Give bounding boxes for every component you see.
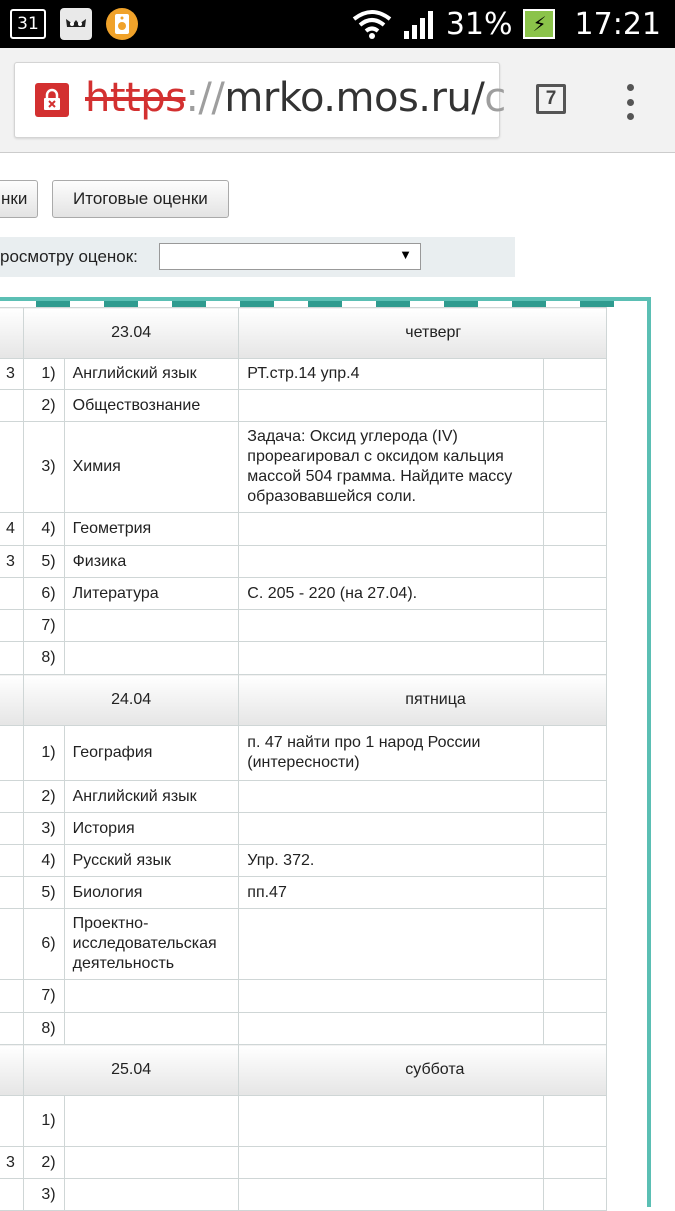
- lesson-homework: [239, 642, 544, 675]
- lesson-row: [0, 359, 607, 390]
- day-header-row: [0, 675, 607, 726]
- lesson-homework: п. 47 найти про 1 народ России (интересности): [239, 726, 544, 781]
- lesson-number: 8): [23, 1013, 64, 1045]
- lesson-mark: [0, 422, 23, 513]
- url-scheme: https: [85, 75, 186, 121]
- lesson-mark: [0, 726, 23, 781]
- lesson-subject: [64, 642, 239, 675]
- calendar-icon: 31: [10, 9, 46, 39]
- lesson-extra-cell: [544, 1179, 607, 1211]
- lesson-row: [0, 610, 607, 642]
- lesson-mark: [0, 877, 23, 909]
- lesson-row: [0, 1179, 607, 1211]
- lesson-homework: пп.47: [239, 877, 544, 909]
- lesson-subject: [64, 610, 239, 642]
- lesson-number: 1): [23, 1096, 64, 1147]
- lesson-subject: [64, 1147, 239, 1179]
- lesson-subject: Проектно-исследовательская деятельность: [64, 909, 239, 980]
- lesson-mark: [0, 845, 23, 877]
- lesson-number: 2): [23, 390, 64, 422]
- lesson-homework: [239, 813, 544, 845]
- lesson-mark: 4: [0, 513, 23, 546]
- lesson-subject: Химия: [64, 422, 239, 513]
- lesson-extra-cell: [544, 980, 607, 1013]
- lesson-number: 1): [23, 726, 64, 781]
- filter-label: росмотру оценок:: [0, 247, 138, 266]
- lesson-homework: [239, 909, 544, 980]
- overflow-menu-icon[interactable]: [620, 84, 640, 120]
- battery-charging-icon: ⚡: [523, 9, 555, 39]
- url-tail: c: [484, 75, 506, 121]
- lesson-subject: [64, 980, 239, 1013]
- address-bar[interactable]: [14, 62, 506, 138]
- lesson-number: 4): [23, 845, 64, 877]
- lesson-subject: Биология: [64, 877, 239, 909]
- day-date: 25.04: [23, 1045, 238, 1096]
- lesson-extra-cell: [544, 877, 607, 909]
- lesson-mark: [0, 1179, 23, 1211]
- lesson-mark: [0, 642, 23, 675]
- lesson-extra-cell: [544, 578, 607, 610]
- day-weekday: пятница: [239, 675, 607, 726]
- lesson-row: [0, 980, 607, 1013]
- day-header-row: [0, 308, 607, 359]
- lesson-number: 3): [23, 422, 64, 513]
- lesson-mark: 3: [0, 1147, 23, 1179]
- lesson-subject: [64, 1096, 239, 1147]
- lesson-row: [0, 546, 607, 578]
- lesson-number: 7): [23, 980, 64, 1013]
- lesson-extra-cell: [544, 1147, 607, 1179]
- battery-percent: 31%: [445, 6, 513, 42]
- tab-final-grades[interactable]: Итоговые оценки: [52, 180, 229, 218]
- url-text: [85, 75, 506, 121]
- day-header-spacer: [0, 675, 23, 726]
- lesson-extra-cell: [544, 422, 607, 513]
- lesson-subject: Литература: [64, 578, 239, 610]
- lesson-number: 5): [23, 877, 64, 909]
- lesson-extra-cell: [544, 642, 607, 675]
- lesson-extra-cell: [544, 359, 607, 390]
- lesson-mark: [0, 390, 23, 422]
- lesson-extra-cell: [544, 390, 607, 422]
- lesson-row: [0, 845, 607, 877]
- lesson-row: [0, 1096, 607, 1147]
- lesson-number: 8): [23, 642, 64, 675]
- lesson-extra-cell: [544, 610, 607, 642]
- lesson-row: [0, 1013, 607, 1045]
- tab-switcher-button[interactable]: 7: [536, 84, 566, 114]
- lesson-subject: [64, 1179, 239, 1211]
- lesson-homework: С. 205 - 220 (на 27.04).: [239, 578, 544, 610]
- day-date: 23.04: [23, 308, 238, 359]
- schedule-table: [0, 307, 607, 1211]
- lesson-mark: [0, 909, 23, 980]
- lesson-homework: [239, 1013, 544, 1045]
- lesson-extra-cell: [544, 726, 607, 781]
- day-date: 24.04: [23, 675, 238, 726]
- lesson-subject: История: [64, 813, 239, 845]
- lesson-subject: [64, 1013, 239, 1045]
- lesson-number: 2): [23, 1147, 64, 1179]
- lesson-homework: [239, 1096, 544, 1147]
- lesson-extra-cell: [544, 513, 607, 546]
- lesson-subject: Геометрия: [64, 513, 239, 546]
- app-notification-icon: [60, 8, 92, 40]
- lesson-mark: [0, 813, 23, 845]
- lesson-number: 6): [23, 578, 64, 610]
- day-header-spacer: [0, 308, 23, 359]
- lesson-extra-cell: [544, 1013, 607, 1045]
- lesson-subject: Русский язык: [64, 845, 239, 877]
- lesson-mark: [0, 781, 23, 813]
- signal-icon: [402, 9, 436, 39]
- lesson-row: [0, 642, 607, 675]
- lesson-row: [0, 422, 607, 513]
- lesson-homework: [239, 513, 544, 546]
- lesson-number: 2): [23, 781, 64, 813]
- lesson-homework: [239, 610, 544, 642]
- lesson-extra-cell: [544, 546, 607, 578]
- lesson-mark: [0, 1013, 23, 1045]
- status-bar: [0, 0, 675, 48]
- lesson-row: [0, 513, 607, 546]
- url-host: mrko.mos.ru/: [224, 75, 485, 121]
- lesson-mark: [0, 610, 23, 642]
- lesson-number: 4): [23, 513, 64, 546]
- lesson-number: 1): [23, 359, 64, 390]
- lesson-mark: 3: [0, 359, 23, 390]
- url-separator: ://: [185, 75, 225, 121]
- day-weekday: суббота: [239, 1045, 607, 1096]
- lesson-homework: Задача: Оксид углерода (IV) прореагировал с оксидом кальция массой 504 грамма. Найдите массу образовавшейся соли.: [239, 422, 544, 513]
- day-header-spacer: [0, 1045, 23, 1096]
- lesson-homework: [239, 546, 544, 578]
- schedule-frame: [0, 297, 651, 1207]
- lesson-number: 7): [23, 610, 64, 642]
- lesson-subject: География: [64, 726, 239, 781]
- lesson-row: [0, 813, 607, 845]
- lesson-mark: [0, 1096, 23, 1147]
- lesson-extra-cell: [544, 845, 607, 877]
- lesson-row: [0, 877, 607, 909]
- lesson-row: [0, 578, 607, 610]
- lesson-number: 6): [23, 909, 64, 980]
- grade-filter-select[interactable]: [159, 243, 421, 270]
- lesson-mark: [0, 980, 23, 1013]
- lesson-number: 5): [23, 546, 64, 578]
- lesson-homework: [239, 1147, 544, 1179]
- dropdown-arrow-icon: ▼: [399, 247, 412, 262]
- lesson-extra-cell: [544, 1096, 607, 1147]
- lesson-extra-cell: [544, 909, 607, 980]
- lesson-row: [0, 781, 607, 813]
- lesson-homework: РТ.стр.14 упр.4: [239, 359, 544, 390]
- browser-toolbar: [0, 48, 675, 153]
- speaker-notification-icon: [106, 8, 138, 40]
- lesson-homework: [239, 390, 544, 422]
- lesson-row: [0, 726, 607, 781]
- wifi-icon: [352, 9, 392, 39]
- lesson-mark: 3: [0, 546, 23, 578]
- lesson-extra-cell: [544, 813, 607, 845]
- day-weekday: четверг: [239, 308, 607, 359]
- lesson-extra-cell: [544, 781, 607, 813]
- lesson-subject: Английский язык: [64, 359, 239, 390]
- lesson-homework: Упр. 372.: [239, 845, 544, 877]
- lesson-subject: Обществознание: [64, 390, 239, 422]
- lesson-number: 3): [23, 1179, 64, 1211]
- lesson-row: [0, 390, 607, 422]
- day-header-row: [0, 1045, 607, 1096]
- lesson-row: [0, 1147, 607, 1179]
- lesson-row: [0, 909, 607, 980]
- lesson-homework: [239, 1179, 544, 1211]
- clock: 17:21: [574, 6, 661, 42]
- grade-filter-row: [0, 237, 515, 277]
- broken-lock-icon[interactable]: [35, 83, 69, 117]
- lesson-subject: Физика: [64, 546, 239, 578]
- lesson-subject: Английский язык: [64, 781, 239, 813]
- tab-grades[interactable]: нки: [0, 180, 38, 218]
- lesson-homework: [239, 781, 544, 813]
- lesson-mark: [0, 578, 23, 610]
- lesson-homework: [239, 980, 544, 1013]
- lesson-number: 3): [23, 813, 64, 845]
